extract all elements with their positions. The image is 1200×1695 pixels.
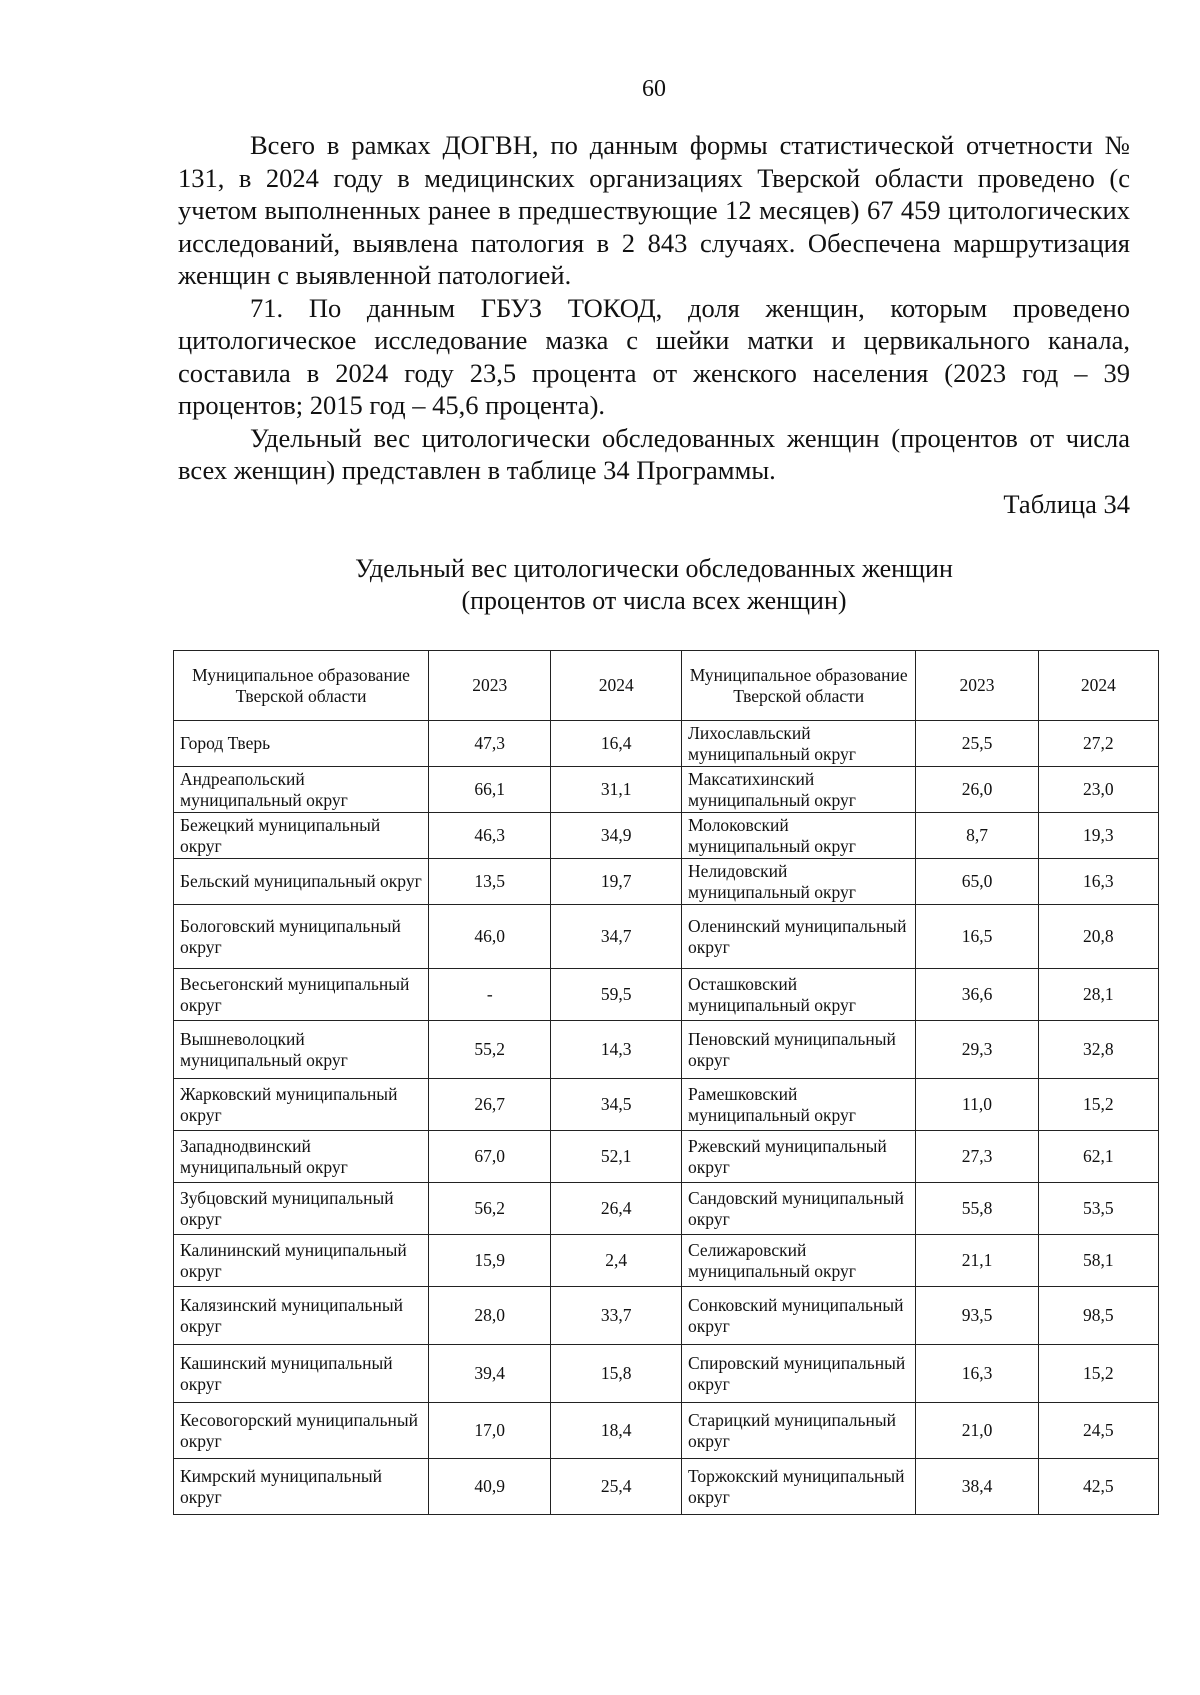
row-left-2024: 52,1 [551, 1131, 682, 1183]
table-body [174, 721, 1159, 1515]
row-left-2023: 28,0 [429, 1287, 551, 1345]
table-title [178, 553, 1130, 617]
row-right-municipality: Осташковский муниципальный округ [682, 969, 916, 1021]
row-right-2024: 98,5 [1038, 1287, 1158, 1345]
row-left-municipality: Андреапольский муниципальный округ [174, 767, 429, 813]
header-left-2023: 2023 [429, 651, 551, 721]
row-right-2023: 25,5 [916, 721, 1038, 767]
row-right-2024: 58,1 [1038, 1235, 1158, 1287]
row-right-municipality: Рамешковский муниципальный округ [682, 1079, 916, 1131]
row-left-municipality: Жарковский муниципальный округ [174, 1079, 429, 1131]
row-right-2023: 29,3 [916, 1021, 1038, 1079]
row-right-2023: 16,3 [916, 1345, 1038, 1403]
row-left-2024: 2,4 [551, 1235, 682, 1287]
row-left-2023: - [429, 969, 551, 1021]
row-right-2024: 20,8 [1038, 905, 1158, 969]
row-left-municipality: Бежецкий муниципальный округ [174, 813, 429, 859]
row-right-municipality: Селижаровский муниципальный округ [682, 1235, 916, 1287]
row-left-2024: 34,5 [551, 1079, 682, 1131]
row-left-municipality: Бельский муниципальный округ [174, 859, 429, 905]
row-left-2024: 26,4 [551, 1183, 682, 1235]
row-right-2024: 32,8 [1038, 1021, 1158, 1079]
row-right-municipality: Торжокский муниципальный округ [682, 1459, 916, 1515]
page-number: 60 [642, 76, 666, 102]
row-right-2023: 55,8 [916, 1183, 1038, 1235]
header-right-2023: 2023 [916, 651, 1038, 721]
table-row [174, 1079, 1159, 1131]
row-right-2023: 38,4 [916, 1459, 1038, 1515]
row-right-2024: 15,2 [1038, 1079, 1158, 1131]
row-left-2023: 46,0 [429, 905, 551, 969]
row-right-2024: 42,5 [1038, 1459, 1158, 1515]
row-left-municipality: Кашинский муниципальный округ [174, 1345, 429, 1403]
table-label: Таблица 34 [1003, 489, 1130, 519]
row-right-2024: 24,5 [1038, 1403, 1158, 1459]
row-left-2023: 17,0 [429, 1403, 551, 1459]
row-right-2024: 27,2 [1038, 721, 1158, 767]
row-right-2023: 8,7 [916, 813, 1038, 859]
table-row [174, 767, 1159, 813]
table-row [174, 1183, 1159, 1235]
table-row [174, 1235, 1159, 1287]
row-left-municipality: Кесовогорский муниципальный округ [174, 1403, 429, 1459]
row-right-2023: 27,3 [916, 1131, 1038, 1183]
table-row [174, 1287, 1159, 1345]
row-right-2023: 93,5 [916, 1287, 1038, 1345]
row-right-2023: 21,1 [916, 1235, 1038, 1287]
row-left-2024: 34,9 [551, 813, 682, 859]
row-right-2024: 16,3 [1038, 859, 1158, 905]
row-right-2024: 15,2 [1038, 1345, 1158, 1403]
row-left-2024: 14,3 [551, 1021, 682, 1079]
row-left-2024: 31,1 [551, 767, 682, 813]
header-right-municipality: Муниципальное образование Тверской области [682, 651, 916, 721]
row-right-municipality: Спировский муниципальный округ [682, 1345, 916, 1403]
table-row [174, 1459, 1159, 1515]
row-left-2023: 13,5 [429, 859, 551, 905]
row-left-municipality: Вышневолоцкий муниципальный округ [174, 1021, 429, 1079]
row-right-municipality: Ржевский муниципальный округ [682, 1131, 916, 1183]
row-left-2023: 66,1 [429, 767, 551, 813]
row-left-2024: 15,8 [551, 1345, 682, 1403]
row-right-2023: 26,0 [916, 767, 1038, 813]
row-left-municipality: Бологовский муниципальный округ [174, 905, 429, 969]
row-right-municipality: Максатихинский муниципальный округ [682, 767, 916, 813]
row-left-2024: 34,7 [551, 905, 682, 969]
table-row [174, 721, 1159, 767]
row-left-2023: 15,9 [429, 1235, 551, 1287]
row-right-2023: 11,0 [916, 1079, 1038, 1131]
row-left-2024: 16,4 [551, 721, 682, 767]
row-left-municipality: Калининский муниципальный округ [174, 1235, 429, 1287]
paragraph-table-ref: Удельный вес цитологически обследованных женщин (процентов от числа всех женщин) представлен в таблице 34 Программы. [178, 422, 1130, 485]
row-right-municipality: Старицкий муниципальный округ [682, 1403, 916, 1459]
row-left-2023: 67,0 [429, 1131, 551, 1183]
table-title-line2: (процентов от числа всех женщин) [461, 586, 847, 615]
paragraph-71: 71. По данным ГБУЗ ТОКОД, доля женщин, которым проведено цитологическое исследование мазка с шейки матки и цервикального канала, составила в 2024 году 23,5 процента от женского населения (2023 год – 39 процентов; 2015 год – 45,6 процента). [178, 292, 1130, 420]
row-right-2023: 21,0 [916, 1403, 1038, 1459]
row-right-2023: 36,6 [916, 969, 1038, 1021]
table-row [174, 905, 1159, 969]
body-text [178, 129, 1130, 487]
table-row [174, 1403, 1159, 1459]
cytology-table [173, 650, 1159, 1515]
header-left-municipality: Муниципальное образование Тверской области [174, 651, 429, 721]
row-right-2024: 23,0 [1038, 767, 1158, 813]
paragraph-dogvn: Всего в рамках ДОГВН, по данным формы статистической отчетности № 131, в 2024 году в медицинских организациях Тверской области проведено (с учетом выполненных ранее в предшествующие 12 месяцев) 67 459 цитологических исследований, выявлена патология в 2 843 случаях. Обеспечена маршрутизация женщин с выявленной патологией. [178, 130, 1130, 290]
row-left-2024: 59,5 [551, 969, 682, 1021]
header-right-2024: 2024 [1038, 651, 1158, 721]
row-right-municipality: Лихославльский муниципальный округ [682, 721, 916, 767]
row-left-municipality: Зубцовский муниципальный округ [174, 1183, 429, 1235]
row-right-municipality: Пеновский муниципальный округ [682, 1021, 916, 1079]
row-left-municipality: Западнодвинский муниципальный округ [174, 1131, 429, 1183]
row-right-municipality: Оленинский муниципальный округ [682, 905, 916, 969]
row-left-2023: 26,7 [429, 1079, 551, 1131]
row-left-2024: 25,4 [551, 1459, 682, 1515]
table-row [174, 1345, 1159, 1403]
row-left-2024: 33,7 [551, 1287, 682, 1345]
row-left-2023: 56,2 [429, 1183, 551, 1235]
row-right-2024: 28,1 [1038, 969, 1158, 1021]
row-left-municipality: Город Тверь [174, 721, 429, 767]
row-right-municipality: Сонковский муниципальный округ [682, 1287, 916, 1345]
row-left-municipality: Калязинский муниципальный округ [174, 1287, 429, 1345]
row-left-2023: 46,3 [429, 813, 551, 859]
row-right-2023: 65,0 [916, 859, 1038, 905]
row-left-2024: 19,7 [551, 859, 682, 905]
row-left-2024: 18,4 [551, 1403, 682, 1459]
row-right-2023: 16,5 [916, 905, 1038, 969]
row-left-2023: 40,9 [429, 1459, 551, 1515]
table-row [174, 969, 1159, 1021]
row-left-2023: 39,4 [429, 1345, 551, 1403]
row-right-municipality: Сандовский муниципальный округ [682, 1183, 916, 1235]
row-right-2024: 53,5 [1038, 1183, 1158, 1235]
row-left-municipality: Кимрский муниципальный округ [174, 1459, 429, 1515]
table-header-row [174, 651, 1159, 721]
row-left-2023: 47,3 [429, 721, 551, 767]
table-row [174, 1131, 1159, 1183]
row-right-municipality: Молоковский муниципальный округ [682, 813, 916, 859]
table-row [174, 813, 1159, 859]
header-left-2024: 2024 [551, 651, 682, 721]
table-row [174, 1021, 1159, 1079]
row-right-2024: 62,1 [1038, 1131, 1158, 1183]
row-left-municipality: Весьегонский муниципальный округ [174, 969, 429, 1021]
row-right-2024: 19,3 [1038, 813, 1158, 859]
row-right-municipality: Нелидовский муниципальный округ [682, 859, 916, 905]
table-title-line1: Удельный вес цитологически обследованных женщин [355, 554, 953, 583]
table-row [174, 859, 1159, 905]
row-left-2023: 55,2 [429, 1021, 551, 1079]
